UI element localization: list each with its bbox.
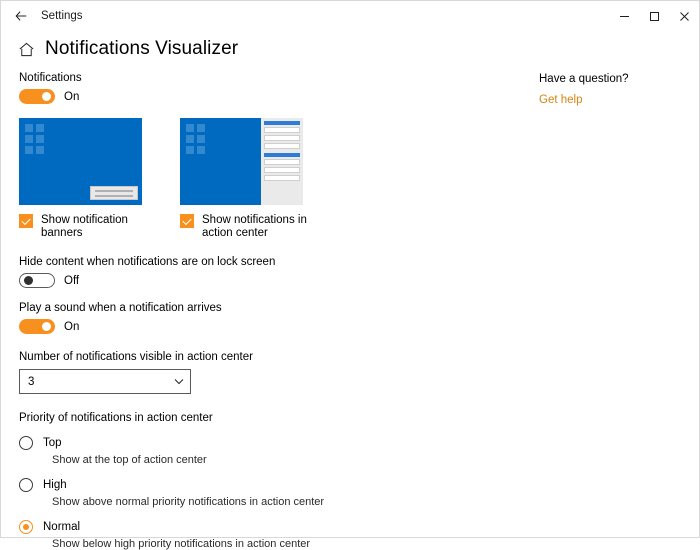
- priority-option-normal[interactable]: [19, 520, 699, 534]
- priority-group: [19, 412, 699, 550]
- visible-count-label: Number of notifications visible in action center: [19, 351, 253, 363]
- show-action-center-checkbox[interactable]: [180, 214, 194, 228]
- tile: [25, 135, 33, 143]
- ac-group-header: [264, 153, 300, 157]
- toggle-knob: [42, 92, 51, 101]
- priority-option-high[interactable]: [19, 478, 699, 492]
- maximize-button[interactable]: [639, 1, 669, 31]
- back-arrow-icon[interactable]: [1, 1, 41, 31]
- ac-item: [264, 159, 300, 165]
- tile: [36, 124, 44, 132]
- hide-content-label: Hide content when notifications are on lock screen: [19, 256, 276, 268]
- home-icon[interactable]: [15, 38, 37, 60]
- notifications-action-center-preview[interactable]: [180, 118, 303, 205]
- toggle-knob: [42, 322, 51, 331]
- tile: [197, 135, 205, 143]
- notifications-toggle[interactable]: [19, 89, 55, 104]
- tile: [25, 124, 33, 132]
- toggle-knob: [24, 276, 33, 285]
- play-sound-toggle-row[interactable]: [19, 319, 699, 334]
- help-column: [539, 73, 689, 106]
- minimize-button[interactable]: [609, 1, 639, 31]
- priority-label: Priority of notifications in action center: [19, 412, 213, 424]
- tile: [186, 124, 194, 132]
- show-action-center-checkbox-row[interactable]: [180, 214, 320, 240]
- notifications-label: Notifications: [19, 72, 82, 84]
- tile: [197, 124, 205, 132]
- hide-content-toggle-row[interactable]: [19, 273, 699, 288]
- ac-item: [264, 167, 300, 173]
- maximize-icon: [649, 11, 660, 22]
- banner-line: [95, 195, 133, 197]
- play-sound-toggle[interactable]: [19, 319, 55, 334]
- tile: [186, 146, 194, 154]
- radio-top-description: Show at the top of action center: [52, 454, 207, 466]
- caption-buttons: [609, 1, 699, 31]
- radio-high-label: High: [43, 479, 67, 491]
- banner-preview-block: [19, 118, 159, 240]
- page-header: [1, 32, 699, 60]
- radio-normal[interactable]: [19, 520, 33, 534]
- radio-normal-label: Normal: [43, 521, 81, 533]
- tile: [25, 146, 33, 154]
- minimize-icon: [619, 11, 630, 22]
- priority-option-top[interactable]: [19, 436, 699, 450]
- show-banners-checkbox[interactable]: [19, 214, 33, 228]
- play-sound-toggle-state: On: [64, 320, 80, 333]
- action-center-preview-block: [180, 118, 320, 240]
- help-title: Have a question?: [539, 73, 629, 85]
- tile: [186, 135, 194, 143]
- close-icon: [679, 11, 690, 22]
- visible-count-block: [19, 351, 699, 394]
- ac-item: [264, 175, 300, 181]
- get-help-link[interactable]: Get help: [539, 94, 583, 106]
- show-action-center-label: Show notifications in action center: [202, 214, 307, 239]
- visible-count-value: 3: [28, 375, 35, 388]
- radio-high-description: Show above normal priority notifications in action center: [52, 496, 325, 508]
- settings-content: [1, 60, 699, 550]
- show-banners-label: Show notification banners: [41, 214, 128, 239]
- tile: [197, 146, 205, 154]
- action-center-mock: [261, 118, 303, 205]
- tile: [36, 135, 44, 143]
- ac-item: [264, 143, 300, 149]
- window-title: Settings: [41, 10, 83, 22]
- chevron-down-icon: [174, 377, 184, 387]
- hide-content-toggle-state: Off: [64, 274, 80, 287]
- preview-thumbnails: [19, 118, 699, 240]
- hide-content-toggle[interactable]: [19, 273, 55, 288]
- ac-group: [264, 121, 300, 149]
- radio-top[interactable]: [19, 436, 33, 450]
- desktop-tiles: [25, 124, 47, 157]
- ac-group-header: [264, 121, 300, 125]
- banner-line: [95, 190, 133, 192]
- ac-group: [264, 153, 300, 181]
- desktop-tiles: [186, 124, 208, 157]
- notification-banners-preview[interactable]: [19, 118, 142, 205]
- close-button[interactable]: [669, 1, 699, 31]
- visible-count-dropdown[interactable]: [19, 369, 191, 394]
- banner-mock: [90, 186, 138, 200]
- radio-high[interactable]: [19, 478, 33, 492]
- radio-top-label: Top: [43, 437, 62, 449]
- ac-item: [264, 135, 300, 141]
- page-title: Notifications Visualizer: [45, 38, 239, 59]
- tile: [36, 146, 44, 154]
- show-banners-checkbox-row[interactable]: [19, 214, 159, 240]
- play-sound-label: Play a sound when a notification arrives: [19, 302, 222, 314]
- ac-item: [264, 127, 300, 133]
- title-bar: [1, 1, 699, 32]
- radio-normal-description: Show below high priority notifications in action center: [52, 538, 311, 550]
- notifications-toggle-state: On: [64, 90, 80, 103]
